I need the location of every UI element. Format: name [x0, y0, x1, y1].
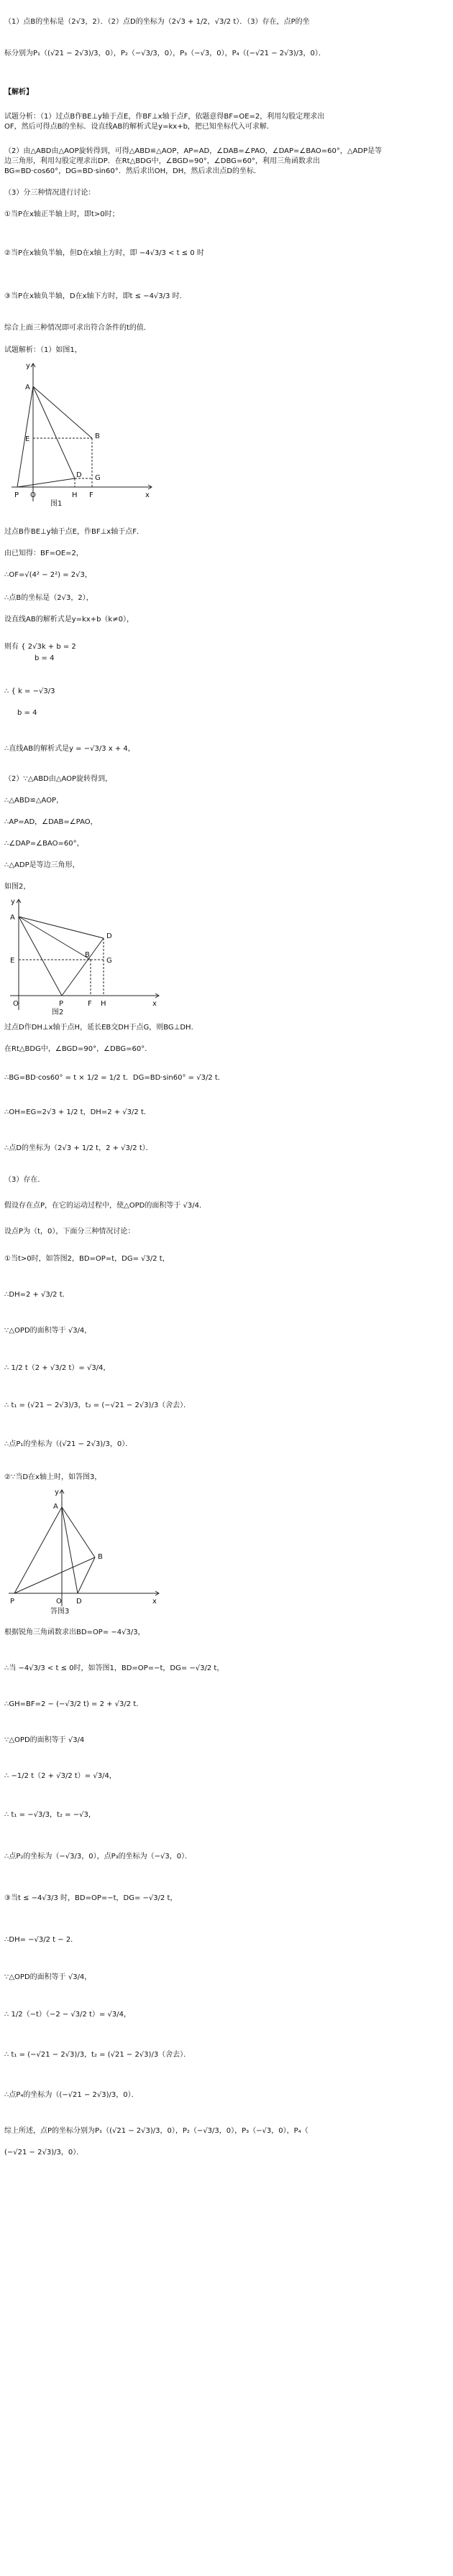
sol3-case1-result: ∴点P₁的坐标为（(√21 − 2√3)/3，0）．: [4, 1440, 133, 1448]
fig1-label-B: B: [95, 432, 100, 440]
sol3-case3-step-3: ∵△OPD的面积等于 √3/4，: [4, 1973, 92, 1981]
fig2-label-H: H: [101, 1000, 106, 1008]
fig2-label-y: y: [11, 898, 15, 906]
fig3-label-B: B: [98, 1553, 103, 1561]
fig1-label-O: O: [30, 491, 36, 499]
fig3-label-x: x: [152, 1598, 157, 1606]
sol1-line-equation: ∴直线AB的解析式是y = −√3/3 x + 4，: [4, 745, 135, 753]
analysis-p1a: 试题分析：（1）过点B作BE⊥y轴于点E，作BF⊥x轴于点F，依题意得BF=OE=2，利用勾股定理求出: [4, 113, 325, 121]
fig2-caption: 图2: [52, 1009, 64, 1016]
fig1-caption: 图1: [50, 500, 63, 508]
sol2-step-10: ∴点D的坐标为（2√3 + 1/2 t，2 + √3/2 t）．: [4, 1144, 153, 1152]
sol1-step-4: ∴点B的坐标是（2√3，2），: [4, 594, 93, 602]
sol1-step-1: 过点B作BE⊥y轴于点E，作BF⊥x轴于点F．: [4, 528, 144, 536]
fig3-label-O: O: [56, 1598, 62, 1606]
analysis-p1b: OF，然后可得点B的坐标．设直线AB的解析式是y=kx+b，把已知坐标代入可求解．: [4, 123, 274, 131]
fig2-label-O: O: [13, 1000, 19, 1008]
sol2-step-4: ∴△ADP是等边三角形，: [4, 861, 80, 869]
analysis-p2a: （2）由△ABD由△AOP旋转得到，可得△ABD≌△AOP，AP=AD，∠DAB=∠PAO，∠DAP=∠BAO=60°，△ADP是等: [4, 147, 383, 155]
figure-2: [4, 895, 163, 1017]
analysis-p2c: BG=BD·cos60°，DG=BD·sin60°．然后求出OH，DH，然后求出点D的坐标．: [4, 167, 262, 175]
sol3-case3-step-5: ∴ t₁ = (−√21 − 2√3)/3，t₂ = (√21 − 2√3)/3（舍去）．: [4, 2051, 191, 2059]
sol3-case3-result: ∴点P₄的坐标为（(−√21 − 2√3)/3，0）．: [4, 2091, 139, 2099]
analysis-case-2: ②当P在x轴负半轴，但D在x轴上方时，即 −4√3/3 < t ≤ 0 时: [4, 249, 204, 257]
sol1-system-line-1: 则有 { 2√3k + b = 2: [4, 643, 76, 651]
problem-answer-line-2: 标分别为P₁（(√21 − 2√3)/3，0），P₂（−√3/3，0），P₃（−√3，0），P₄（(−√21 − 2√3)/3，0）．: [4, 50, 326, 57]
fig3-label-D: D: [76, 1598, 82, 1606]
analysis-p3: （3）分三种情况进行讨论：: [4, 189, 96, 197]
analysis-header: 【解析】: [4, 88, 33, 96]
sol2-step-1: ∴△ABD≌△AOP，: [4, 797, 64, 805]
sol2-step-7: 在Rt△BDG中，∠BGD=90°，∠DBG=60°．: [4, 1045, 152, 1053]
problem-answer-line-1: （1）点B的坐标是（2√3，2）．（2）点D的坐标为（2√3 + 1/2，√3/2 t）．（3）存在，点P的坐: [4, 18, 310, 26]
sol3-case1-step-3: ∵△OPD的面积等于 √3/4，: [4, 1327, 92, 1335]
sol3-case1-step-1: ①当t>0时，如答图2，BD=OP=t，DG= √3/2 t，: [4, 1255, 170, 1263]
fig2-label-A: A: [10, 914, 15, 922]
sol1-step-3: ∴OF=√(4² − 2²) = 2√3，: [4, 571, 92, 579]
fig2-label-P: P: [59, 1000, 64, 1008]
sol2-title: （2）∵△ABD由△AOP旋转得到，: [4, 775, 113, 783]
fig1-label-A: A: [25, 384, 30, 392]
fig3-label-P: P: [10, 1598, 15, 1606]
sol2-step-9: ∴OH=EG=2√3 + 1/2 t，DH=2 + √3/2 t．: [4, 1108, 151, 1116]
fig2-label-E: E: [10, 957, 15, 965]
fig2-label-G: G: [106, 957, 112, 965]
sol1-step-2: 由已知得：BF=OE=2，: [4, 550, 83, 557]
fig1-label-G: G: [95, 474, 101, 482]
solution-title-1: 试题解析：（1）如图1，: [4, 346, 82, 354]
fig3-caption: 答图3: [50, 1608, 70, 1615]
sol1-step-5: 设直线AB的解析式是y=kx+b（k≠0），: [4, 616, 134, 624]
sol3-case2-step-2: ∴当 −4√3/3 < t ≤ 0时，如答图1，BD=OP=−t，DG= −√3/2 t，: [4, 1664, 224, 1672]
fig1-label-y: y: [26, 362, 30, 370]
sol2-step-2: ∴AP=AD，∠DAB=∠PAO，: [4, 818, 98, 826]
sol1-solution-line-1: ∴ { k = −√3/3: [4, 687, 55, 695]
fig3-label-A: A: [53, 1503, 58, 1511]
sol3-case3-step-4: ∴ 1/2（−t）（−2 − √3/2 t）= √3/4，: [4, 2011, 132, 2019]
analysis-summary: 综合上面三种情况即可求出符合条件的t的值．: [4, 324, 151, 332]
fig1-label-H: H: [72, 491, 78, 499]
analysis-p2b: 边三角形，利用勾股定理求出DP．在Rt△BDG中，∠BGD=90°，∠DBG=60°，利用三角函数求出: [4, 157, 321, 165]
sol1-system-line-2: b = 4: [35, 654, 55, 662]
fig3-label-y: y: [55, 1488, 59, 1496]
sol3-case2-step-6: ∴ t₁ = −√3/3，t₂ = −√3，: [4, 1811, 96, 1819]
sol3-case2-step-3: ∴GH=BF=2 − (−√3/2 t) = 2 + √3/2 t．: [4, 1700, 144, 1708]
fig2-label-D: D: [106, 932, 112, 940]
analysis-case-1: ①当P在x轴正半轴上时，即t>0时；: [4, 210, 119, 218]
sol1-solution-line-2: b = 4: [17, 709, 37, 717]
conclusion-line-1: 综上所述，点P的坐标分别为P₁（(√21 − 2√3)/3，0），P₂（−√3/3，0），P₃（−√3，0），P₄（: [4, 2127, 308, 2135]
fig1-label-F: F: [89, 491, 93, 499]
fig2-label-B: B: [85, 951, 90, 959]
sol3-case1-step-5: ∴ t₁ = (√21 − 2√3)/3，t₂ = (−√21 − 2√3)/3（舍去）．: [4, 1401, 191, 1409]
analysis-case-3: ③当P在x轴负半轴，D在x轴下方时，即t ≤ −4√3/3 时．: [4, 292, 187, 300]
conclusion-line-2: (−√21 − 2√3)/3，0）．: [4, 2149, 84, 2156]
fig2-label-F: F: [88, 1000, 92, 1008]
fig2-label-x: x: [152, 1000, 157, 1008]
sol3-case3-step-2: ∴DH= −√3/2 t − 2．: [4, 1936, 78, 1944]
sol3-case1-step-4: ∴ 1/2 t（2 + √3/2 t）= √3/4，: [4, 1364, 111, 1372]
fig1-label-P: P: [14, 491, 19, 499]
sol3-case2-intro: ②∵当D在x轴上时，如答图3，: [4, 1473, 102, 1481]
figure-3: [4, 1486, 163, 1615]
sol3-case1-step-2: ∴DH=2 + √3/2 t．: [4, 1291, 70, 1299]
sol3-case2-step-5: ∴ −1/2 t（2 + √3/2 t）= √3/4，: [4, 1772, 116, 1780]
sol3-title: （3）存在．: [4, 1176, 45, 1184]
sol3-case2-step-1: 根据锐角三角函数求出BD=OP= −4√3/3，: [4, 1628, 145, 1636]
sol2-step-6: 过点D作DH⊥x轴于点H，延长EB交DH于点G，则BG⊥DH．: [4, 1024, 198, 1032]
sol2-step-8: ∴BG=BD·cos60° = t × 1/2 = 1/2 t．DG=BD·sin60° = √3/2 t．: [4, 1074, 225, 1082]
sol3-case3-step-1: ③当t ≤ −4√3/3 时，BD=OP=−t，DG= −√3/2 t，: [4, 1894, 178, 1902]
sol3-case2-result: ∴点P₂的坐标为（−√3/3，0），点P₃的坐标为（−√3，0）．: [4, 1853, 193, 1861]
sol2-step-5: 如图2，: [4, 883, 31, 891]
sol3-setup: 设点P为（t，0），下面分三种情况讨论：: [4, 1228, 135, 1236]
sol3-case2-step-4: ∵△OPD的面积等于 √3/4: [4, 1736, 85, 1744]
fig1-label-E: E: [25, 435, 30, 443]
figure-1: [4, 358, 155, 509]
fig1-label-x: x: [145, 491, 150, 499]
sol2-step-3: ∴∠DAP=∠BAO=60°，: [4, 840, 84, 848]
sol3-assume: 假设存在点P，在它的运动过程中，使△OPD的面积等于 √3/4．: [4, 1202, 206, 1210]
fig1-label-D: D: [76, 471, 82, 479]
